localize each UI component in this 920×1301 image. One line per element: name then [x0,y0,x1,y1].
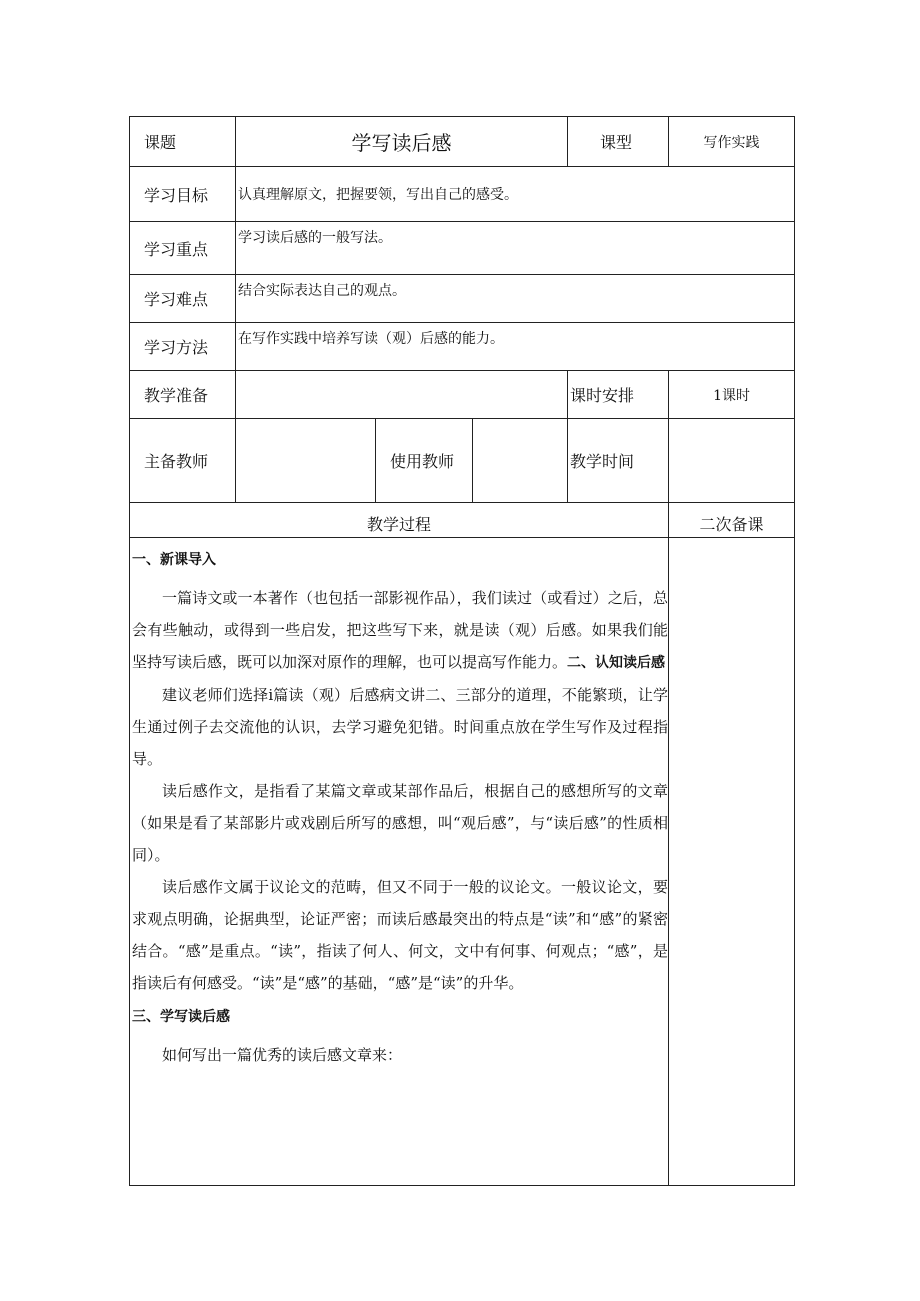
section-write-title: 三、学写读后感 [132,1009,230,1025]
difficulty-label: 学习难点 [130,275,236,323]
process-title: 教学过程 [130,503,669,538]
lead-teacher-value [236,419,376,503]
intro-paragraph [132,582,668,679]
lead-teacher-label: 主备教师 [130,419,236,503]
prep-label: 教学准备 [130,371,236,419]
type-label: 课型 [568,117,669,167]
section-intro-title: 一、新课导入 [132,552,216,568]
intro-paragraph-text: 一篇诗文或一本著作（也包括一部影视作品），我们读过（或看过）之后，总会有些触动，或得到一些启发，把这些写下来，就是读（观）后感。如果我们能坚持写读后感，既可以加深对原作的理解，也可以提高写作能力。 [132,589,669,671]
user-teacher-value [473,419,568,503]
second-prep-title: 二次备课 [669,503,795,538]
key-point-label: 学习重点 [130,222,236,275]
prep-value [236,371,568,419]
write-paragraph: 如何写出一篇优秀的读后感文章来： [162,1046,403,1064]
method-value: 在写作实践中培养写读（观）后感的能力。 [236,323,795,371]
recognize-paragraph-1: 建议老师们选择i篇读（观）后感病文讲二、三部分的道理，不能繁琐，让学生通过例子去交流他的认识，去学习避免犯错。时间重点放在学生写作及过程指导。 [132,686,669,768]
difficulty-value: 结合实际表达自己的观点。 [236,275,795,323]
section-recognize-title: 二、认知读后感 [567,655,666,671]
process-content [130,538,669,1186]
type-value: 写作实践 [669,117,795,167]
teaching-time-label: 教学时间 [568,419,669,503]
recognize-paragraph-2: 读后感作文，是指看了某篇文章或某部作品后，根据自己的感想所写的文章（如果是看了某部影片或戏剧后所写的感想，叫“观后感”，与“读后感”的性质相同）。 [132,782,669,864]
key-point-value: 学习读后感的一般写法。 [236,222,795,275]
user-teacher-label: 使用教师 [376,419,473,503]
goal-label: 学习目标 [130,167,236,222]
schedule-label: 课时安排 [568,371,669,419]
method-label: 学习方法 [130,323,236,371]
second-prep-content [669,538,795,1186]
recognize-paragraph-3: 读后感作文属于议论文的范畴，但又不同于一般的议论文。一般议论文，要求观点明确，论据典型，论证严密；而读后感最突出的特点是“读”和“感”的紧密结合。“感”是重点。“读”，指读了何人、何文，文中有何事、何观点；“感”，是指读后有何感受。“读”是“感”的基础，“感”是“读”的升华。 [132,878,669,992]
topic-label: 课题 [130,117,236,167]
lesson-plan-table [129,116,795,1186]
schedule-value: 1课时 [669,371,795,419]
teaching-time-value [669,419,795,503]
topic-value: 学写读后感 [236,117,568,167]
goal-value: 认真理解原文，把握要领，写出自己的感受。 [236,167,795,222]
